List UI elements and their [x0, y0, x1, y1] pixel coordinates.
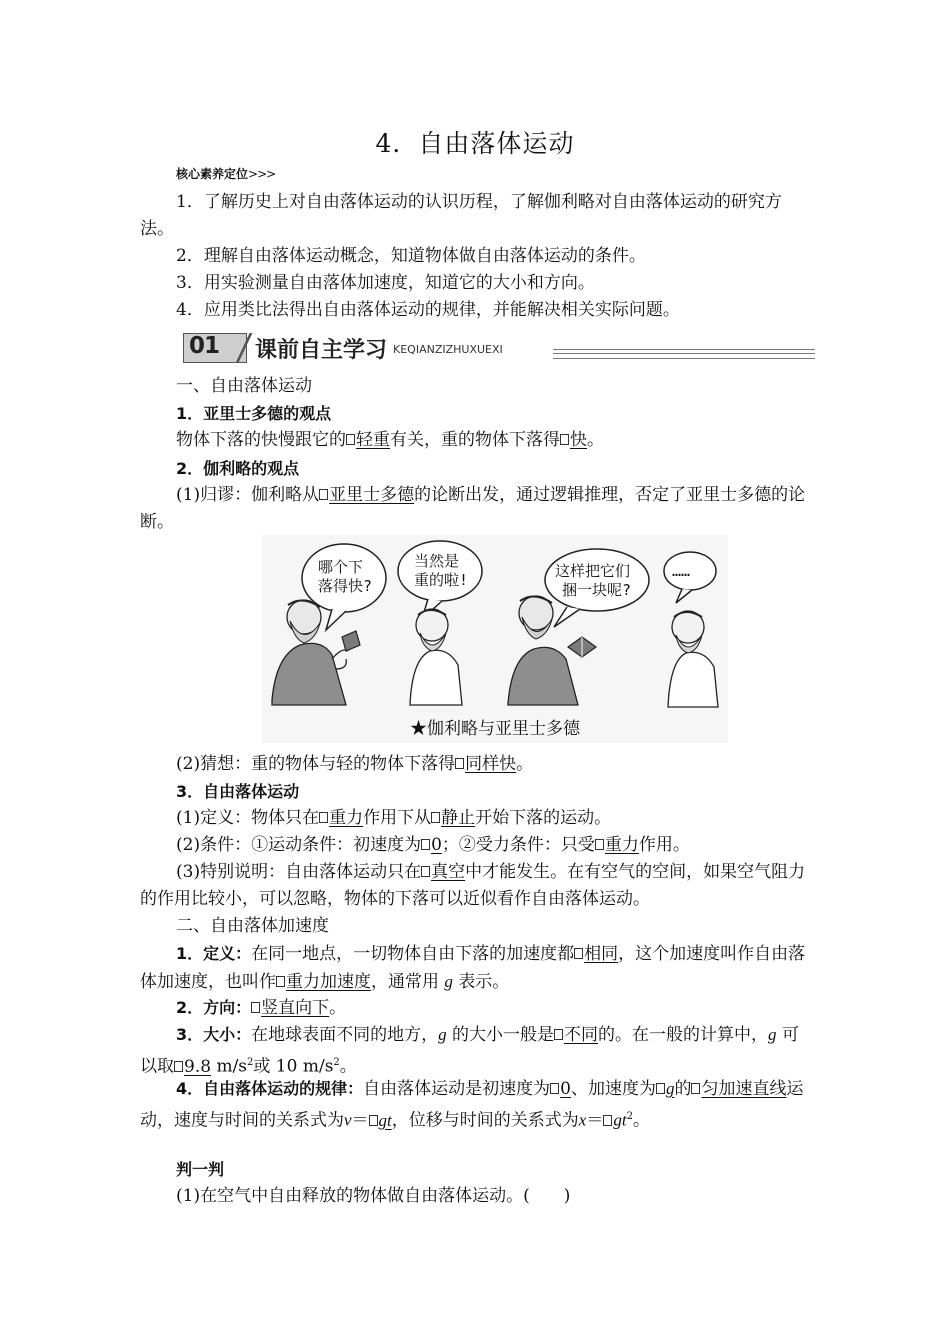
blank-box-icon	[603, 1115, 612, 1126]
bubble-1-line-2: 落得快?	[318, 577, 373, 595]
sec1-p4: (1)定义：物体只在 重力作用下从 静止开始下落的运动。	[176, 808, 612, 828]
figure-caption: ★伽利略与亚里士多德	[410, 719, 580, 739]
sec2-heading: 二、自由落体加速度	[176, 916, 329, 936]
page-title: 4．自由落体运动	[375, 129, 575, 158]
judge-question-1: (1)在空气中自由释放的物体做自由落体运动。( )	[176, 1186, 571, 1206]
blank-box-icon	[346, 434, 355, 445]
sec2-law: 4．自由落体运动的规律：自由落体运动是初速度为 0、加速度为 g的 匀加速直线运动，速度与时间的关系式为v＝ gt，位移与时间的关系式为$x= gt^2$。	[140, 1079, 804, 1131]
bubble-2-line-1: 当然是	[414, 552, 460, 570]
sec2-magnitude: 3．大小：在地球表面不同的地方，g 的大小一般是 不同的。在一般的计算中，g 可以取 9.8 $m/s^2$或 10 $m/s^2$。	[140, 1025, 799, 1077]
sec1-heading: 一、自由落体运动	[176, 376, 312, 396]
sec1-h3: 3．自由落体运动	[176, 782, 300, 801]
sec1-p1: 物体下落的快慢跟它的 轻重有关，重的物体下落得 快。	[176, 430, 604, 450]
blank-box-icon	[554, 1029, 563, 1040]
sec1-p3: (2)猜想：重的物体与轻的物体下落得 同样快。	[176, 754, 534, 774]
banner-title: 课前自主学习	[255, 338, 388, 363]
objective-1: 1．了解历史上对自由落体运动的认识历程，了解伽利略对自由落体运动的研究方法。	[140, 192, 782, 239]
objective-2: 2．理解自由落体运动概念，知道物体做自由落体运动的条件。	[176, 246, 646, 266]
sec1-p5: (2)条件：①运动条件：初速度为 0；②受力条件：只受 重力作用。	[176, 835, 690, 855]
blank-box-icon	[691, 1083, 700, 1094]
blank-box-icon	[369, 1115, 378, 1126]
objective-3: 3．用实验测量自由落体加速度，知道它的大小和方向。	[176, 273, 595, 293]
blank-box-icon	[276, 976, 285, 987]
blank-box-icon	[550, 1083, 559, 1094]
sec2-definition: 1．定义：在同一地点，一切物体自由下落的加速度都 相同，这个加速度叫作自由落体加速度，也叫作 重力加速度，通常用 g 表示。	[140, 944, 806, 992]
core-literacy-label	[176, 165, 275, 182]
bubble-1-line-1: 哪个下	[318, 558, 364, 576]
bubble-3-line-2: 捆一块呢?	[562, 581, 632, 599]
blank-box-icon	[319, 812, 328, 823]
blank-box-icon	[656, 1083, 665, 1094]
blank-box-icon	[319, 489, 328, 500]
section-banner	[183, 331, 815, 367]
judge-heading: 判一判	[176, 1160, 225, 1179]
blank-box-icon	[421, 866, 430, 877]
banner-lines	[553, 349, 815, 359]
blank-box-icon	[595, 839, 604, 850]
banner-number: 01	[189, 333, 220, 359]
banner-slash-icon	[235, 333, 253, 363]
sec1-h2: 2．伽利略的观点	[176, 459, 300, 478]
sec1-h1: 1．亚里士多德的观点	[176, 404, 332, 423]
core-label-text: 核心素养定位	[176, 167, 249, 181]
blank-box-icon	[174, 1061, 183, 1072]
blank-box-icon	[455, 758, 464, 769]
sec1-p6: (3)特别说明：自由落体运动只在 真空中才能发生。在有空气的空间，如果空气阻力的作用比较小，可以忽略，物体的下落可以近似看作自由落体运动。	[140, 862, 806, 909]
blank-box-icon	[574, 948, 583, 959]
galileo-aristotle-illustration	[262, 535, 728, 743]
sec2-direction: 2．方向： 竖直向下。	[176, 998, 347, 1018]
blank-box-icon	[421, 839, 430, 850]
sec1-p2: (1)归谬：伽利略从 亚里士多德的论断出发，通过逻辑推理，否定了亚里士多德的论断。	[140, 485, 806, 532]
objective-4: 4．应用类比法得出自由落体运动的规律，并能解决相关实际问题。	[176, 300, 680, 320]
bubble-3-line-1: 这样把它们	[555, 562, 631, 580]
blank-box-icon	[431, 812, 440, 823]
banner-pinyin: KEQIANZIZHUXUEXI	[393, 343, 503, 356]
bubble-2-line-2: 重的啦!	[414, 571, 469, 589]
speech-bubble-3	[545, 549, 649, 611]
bubble-4-text: ……	[672, 562, 691, 580]
arrows-icon: >>>	[248, 167, 276, 181]
blank-box-icon	[251, 1002, 260, 1013]
blank-box-icon	[560, 434, 569, 445]
